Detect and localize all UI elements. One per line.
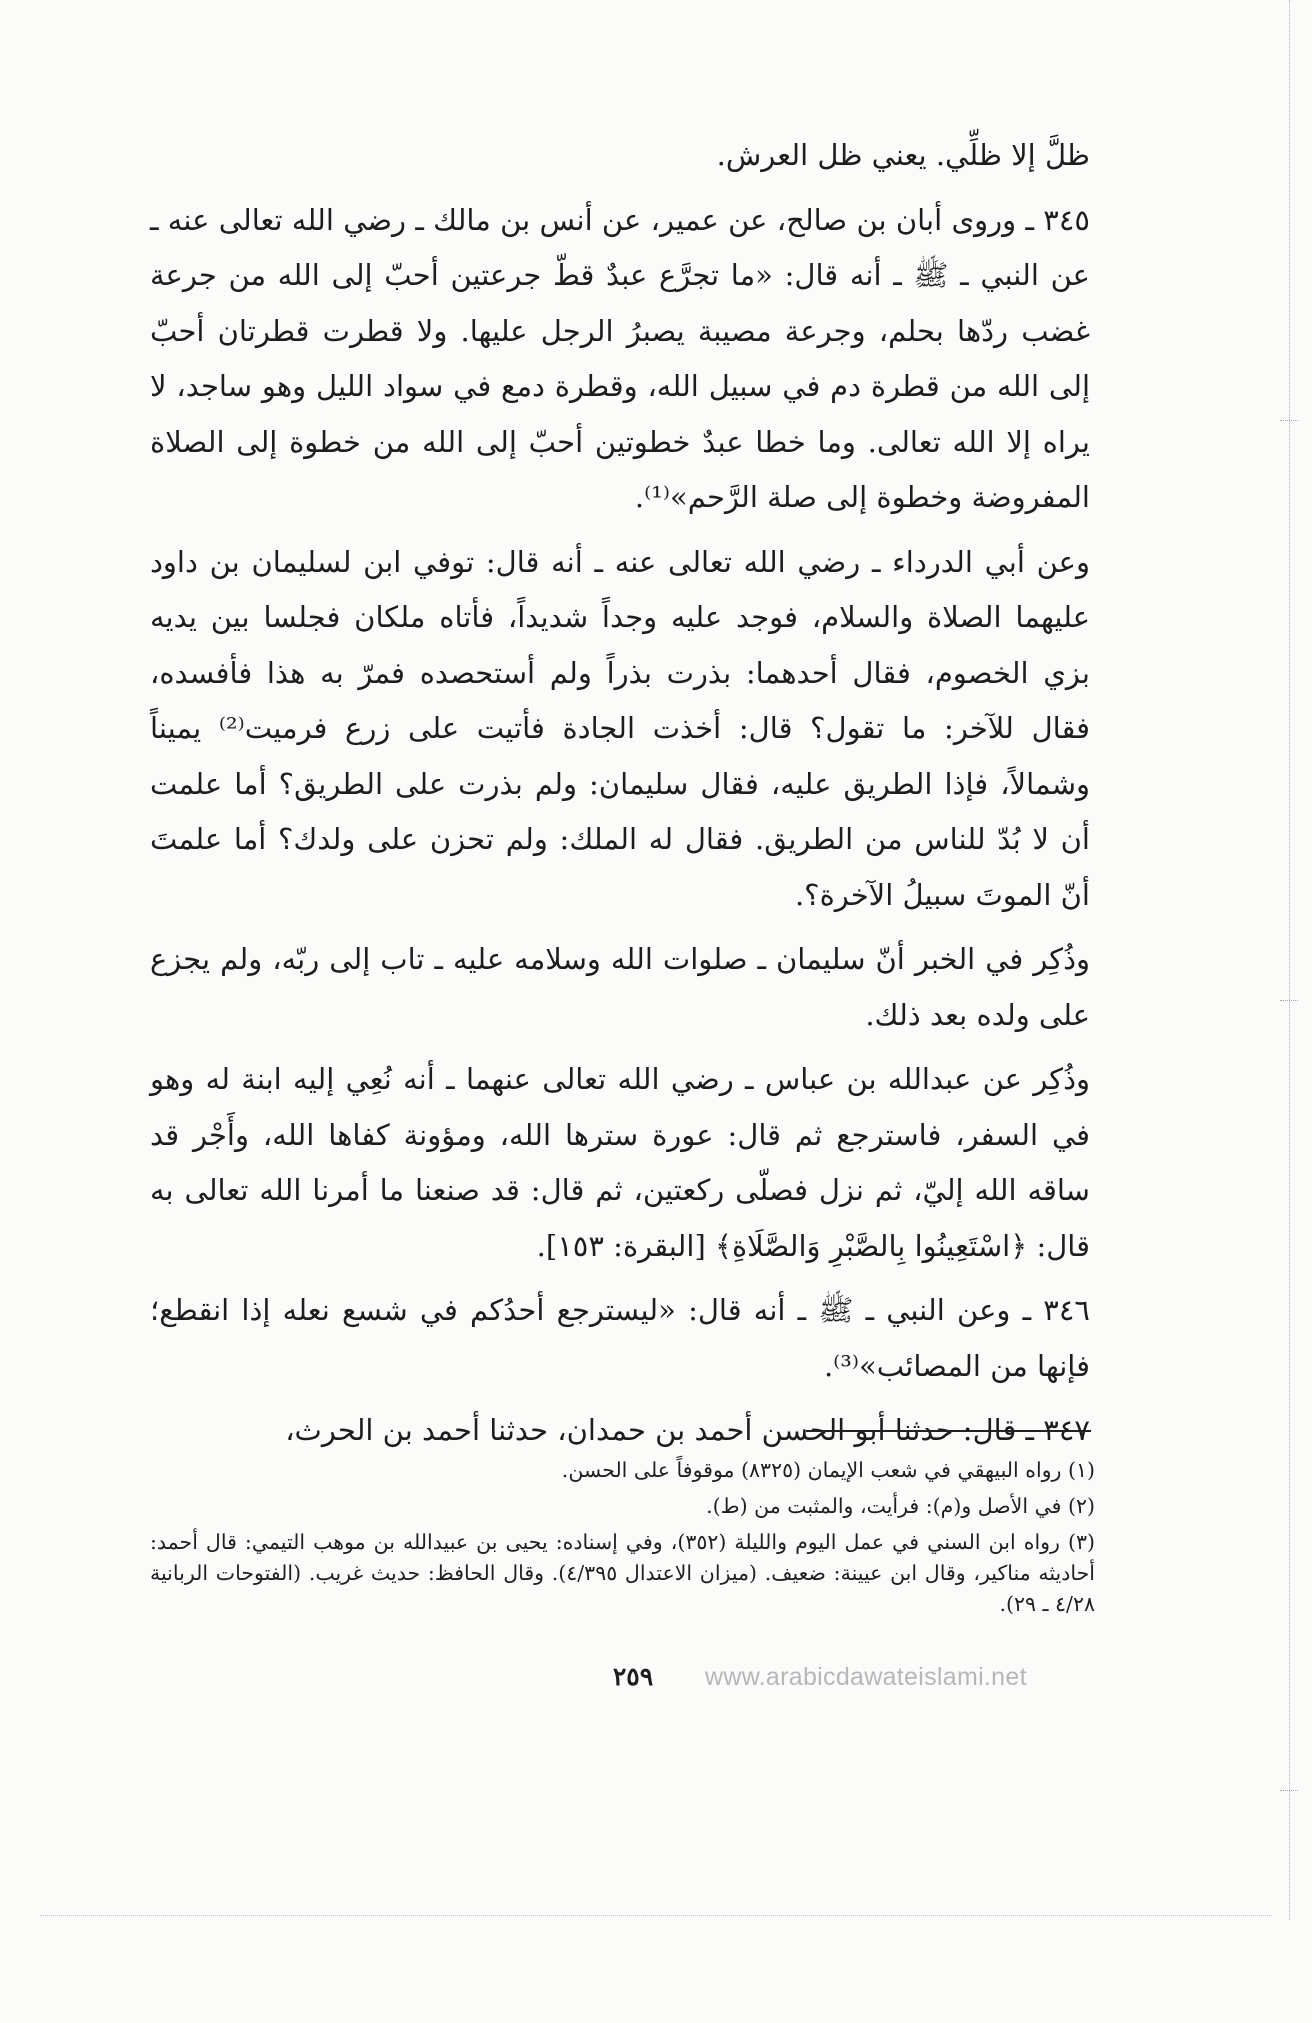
scan-edge-mark: [1280, 1000, 1298, 1002]
footnote: (٣) رواه ابن السني في عمل اليوم والليلة (٣٥٢)، وفي إسناده: يحيى بن عبيدالله بن موهب التيمي: قال أحمد: أحاديثه مناكير، وقال ابن عيينة: ضعيف. (ميزان الاعتدال ٤/٣٩٥). وقال الحافظ: حديث غريب. (الفتوحات الربانية ٤/٢٨ ـ ٢٩).: [150, 1530, 1095, 1616]
paragraph-hadith-347: ٣٤٧ ـ قال: حدثنا أبو الحسن أحمد بن حمدان، حدثنا أحمد بن الحرث،: [285, 1413, 1090, 1447]
page-number: ٢٥٩: [612, 1662, 654, 1691]
watermark-text: www.arabicdawateislami.net: [705, 1663, 1027, 1691]
scan-edge-mark: [1280, 1790, 1298, 1792]
paragraph: ظلَّ إلا ظلِّي. يعني ظل العرش.: [716, 138, 1090, 172]
scan-edge-line: [1288, 0, 1290, 1920]
footnote: (٢) في الأصل و(م): فرأيت، والمثبت من (ط).: [706, 1494, 1095, 1518]
footnote: (١) رواه البيهقي في شعب الإيمان (٨٣٢٥) موقوفاً على الحسن.: [561, 1458, 1095, 1482]
paragraph: وذُكِر في الخبر أنّ سليمان ـ صلوات الله وسلامه عليه ـ تاب إلى ربّه، ولم يجزع على ولده بعد ذلك.: [150, 942, 1090, 1032]
footnote-separator: [806, 1430, 1091, 1432]
paragraph-hadith-346: ٣٤٦ ـ وعن النبي ـ ﷺ ـ أنه قال: «ليسترجع أحدُكم في شسع نعله إذا انقطع؛ فإنها من المصائب»⁽³⁾.: [150, 1293, 1090, 1383]
footnotes: [150, 1455, 1095, 1625]
main-text: [150, 128, 1090, 1468]
paragraph: وعن أبي الدرداء ـ رضي الله تعالى عنه ـ أنه قال: توفي ابن لسليمان بن داود عليهما الصلاة والسلام، فوجد عليه وجداً شديداً، فأتاه ملكان فجلسا بين يديه بزي الخصوم، فقال أحدهما: بذرت بذراً ولم أستحصده فمرّ به هذا فأفسده، فقال للآخر: ما تقول؟ قال: أخذت الجادة فأتيت على زرع فرميت⁽²⁾ يميناً وشمالاً، فإذا الطريق عليه، فقال سليمان: ولم بذرت على الطريق؟ أما علمت أن لا بُدّ للناس من الطريق. فقال له الملك: ولم تحزن على ولدك؟ أما علمتَ أنّ الموتَ سبيلُ الآخرة؟.: [150, 544, 1091, 912]
paragraph: وذُكِر عن عبدالله بن عباس ـ رضي الله تعالى عنهما ـ أنه نُعِي إليه ابنة له وهو في السفر، فاسترجع ثم قال: عورة سترها الله، ومؤونة كفاها الله، وأَجْر قد ساقه الله إليّ، ثم نزل فصلّى ركعتين، ثم قال: قد صنعنا ما أمرنا الله تعالى به قال: ﴿اسْتَعِينُوا بِالصَّبْرِ وَالصَّلَاةِ﴾ [البقرة: ١٥٣].: [150, 1062, 1090, 1263]
scan-bottom-dots: [40, 1915, 1272, 1917]
scan-edge-mark: [1280, 420, 1298, 422]
paragraph-hadith-345: ٣٤٥ ـ وروى أبان بن صالح، عن عمير، عن أنس بن مالك ـ رضي الله تعالى عنه ـ عن النبي ـ ﷺ ـ أنه قال: «ما تجرَّع عبدٌ قطّ جرعتين أحبّ إلى الله من جرعة غضب ردّها بحلم، وجرعة مصيبة يصبرُ الرجل عليها. ولا قطرت قطرتان أحبّ إلى الله من قطرة دم في سبيل الله، وقطرة دمع في سواد الليل وهو ساجد، لا يراه إلا الله تعالى. وما خطا عبدٌ خطوتين أحبّ إلى الله من خطوة إلى الصلاة المفروضة وخطوة إلى صلة الرَّحم»⁽¹⁾.: [150, 202, 1090, 514]
